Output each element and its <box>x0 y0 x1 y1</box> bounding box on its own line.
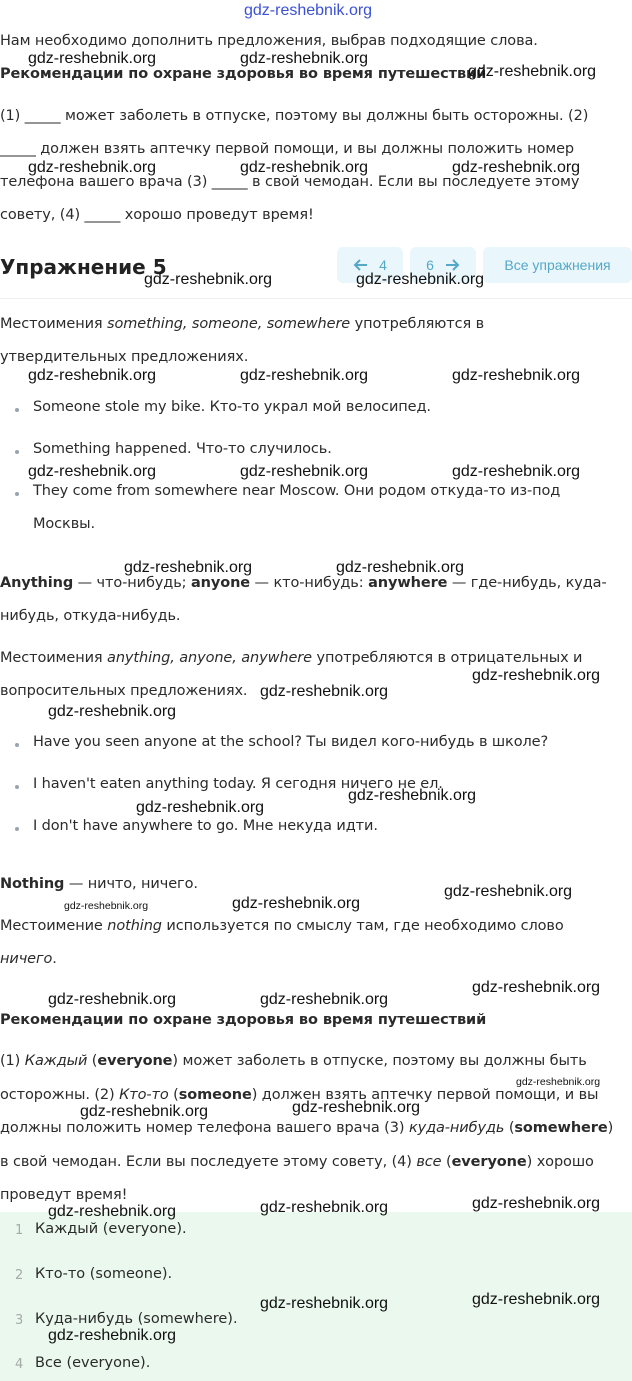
anything-definition <box>0 575 607 591</box>
watermark: gdz-reshebnik.org <box>240 463 369 480</box>
watermark: gdz-reshebnik.org <box>348 787 477 804</box>
rule-3-prefix: Местоимение <box>0 918 108 934</box>
watermark: gdz-reshebnik.org <box>452 367 581 384</box>
rule-2-suffix: употребляются в отрицательных и <box>312 650 583 666</box>
watermark: gdz-reshebnik.org <box>28 463 157 480</box>
rule-2-words: anything, anyone, anywhere <box>107 650 312 666</box>
answer-number: 3 <box>15 1313 24 1328</box>
example-item: I haven't eaten anything today. Я сегодня ничего не ел. <box>33 776 443 792</box>
answer-number: 1 <box>15 1223 24 1238</box>
solution-line: проведут время! <box>0 1187 128 1203</box>
rule-3-italic: ничего <box>0 951 53 967</box>
sol-word: someone <box>178 1087 252 1103</box>
example-item: Something happened. Что-то случилось. <box>33 441 332 457</box>
bullet-icon <box>15 827 19 831</box>
watermark: gdz-reshebnik.org <box>48 1203 177 1220</box>
watermark: gdz-reshebnik.org <box>516 1076 601 1088</box>
nothing-definition <box>0 876 198 892</box>
watermark: gdz-reshebnik.org <box>452 463 581 480</box>
watermark: gdz-reshebnik.org <box>472 1195 601 1212</box>
watermark: gdz-reshebnik.org <box>260 683 389 700</box>
example-item: I don't have anywhere to go. Мне некуда идти. <box>33 818 378 834</box>
sol-text: ) должен взять аптечку первой помощи, и вы <box>251 1087 599 1103</box>
def-text: — ничто, ничего. <box>64 876 198 892</box>
answer-text: Кто-то (someone). <box>35 1266 173 1282</box>
bullet-icon <box>15 743 19 747</box>
example-item-continuation: Москвы. <box>33 516 96 532</box>
def-text: — где-нибудь, куда- <box>447 575 607 591</box>
watermark: gdz-reshebnik.org <box>64 900 149 912</box>
watermark: gdz-reshebnik.org <box>468 63 597 80</box>
intro-text: Нам необходимо дополнить предложения, выбрав подходящие слова. <box>0 33 538 49</box>
next-exercise-label: 6 <box>426 257 434 273</box>
sol-text: ( <box>441 1154 452 1170</box>
watermark: gdz-reshebnik.org <box>452 159 581 176</box>
example-item: They come from somewhere near Moscow. Они родом откуда-то из-под <box>33 483 561 499</box>
rule-3-line2 <box>0 951 57 967</box>
def-text: — что-нибудь; <box>73 575 191 591</box>
watermark-top: gdz-reshebnik.org <box>244 2 373 19</box>
task-header: Рекомендации по охране здоровья во время путешествий <box>0 66 487 82</box>
solution-line <box>0 1053 587 1069</box>
word-nothing: Nothing <box>0 876 65 892</box>
bullet-icon <box>15 408 19 412</box>
word-anything: Anything <box>0 575 74 591</box>
rule-1-words: something, someone, somewhere <box>107 316 351 332</box>
rule-1-line <box>0 316 484 332</box>
sol-text: в свой чемодан. Если вы последуете этому совету, (4) <box>0 1154 417 1170</box>
watermark: gdz-reshebnik.org <box>260 1199 389 1216</box>
rule-3-line <box>0 918 564 934</box>
sol-word: everyone <box>451 1154 527 1170</box>
watermark: gdz-reshebnik.org <box>472 979 601 996</box>
watermark: gdz-reshebnik.org <box>144 271 273 288</box>
sol-answer: Кто-то <box>119 1087 169 1103</box>
sol-word: everyone <box>97 1053 173 1069</box>
bullet-icon <box>15 785 19 789</box>
answer-number: 2 <box>15 1268 24 1283</box>
task-line: (1) _____ может заболеть в отпуске, поэтому вы должны быть осторожны. (2) <box>0 108 589 124</box>
watermark: gdz-reshebnik.org <box>28 50 157 67</box>
sol-answer: Каждый <box>24 1053 88 1069</box>
watermark: gdz-reshebnik.org <box>336 559 465 576</box>
rule-2-line2: вопросительных предложениях. <box>0 683 248 699</box>
sol-text: ) хорошо <box>526 1154 594 1170</box>
watermark: gdz-reshebnik.org <box>292 1099 421 1116</box>
watermark: gdz-reshebnik.org <box>240 367 369 384</box>
rule-1-line2: утвердительных предложениях. <box>0 349 249 365</box>
bullet-icon <box>15 450 19 454</box>
watermark: gdz-reshebnik.org <box>472 667 601 684</box>
rule-2-prefix: Местоимения <box>0 650 108 666</box>
rule-1-suffix: употребляются в <box>350 316 485 332</box>
divider <box>0 298 632 299</box>
solution-line <box>0 1154 594 1170</box>
watermark: gdz-reshebnik.org <box>472 1291 601 1308</box>
example-item: Someone stole my bike. Кто-то украл мой велосипед. <box>33 399 431 415</box>
watermark: gdz-reshebnik.org <box>48 703 177 720</box>
rule-1-prefix: Местоимения <box>0 316 108 332</box>
sol-text: ) может заболеть в отпуске, поэтому вы должны быть <box>172 1053 587 1069</box>
answer-text: Каждый (everyone). <box>35 1221 187 1237</box>
watermark: gdz-reshebnik.org <box>48 991 177 1008</box>
watermark: gdz-reshebnik.org <box>232 895 361 912</box>
answer-number: 4 <box>15 1357 24 1372</box>
arrow-right-icon <box>444 259 460 271</box>
watermark: gdz-reshebnik.org <box>444 883 573 900</box>
all-exercises-label: Все упражнения <box>504 257 611 273</box>
solution-line <box>0 1120 613 1136</box>
watermark: gdz-reshebnik.org <box>80 1103 209 1120</box>
sol-text: ) <box>607 1120 614 1136</box>
watermark: gdz-reshebnik.org <box>124 559 253 576</box>
answer-text: Все (everyone). <box>35 1355 151 1371</box>
bullet-icon <box>15 492 19 496</box>
solution-header: Рекомендации по охране здоровья во время путешествий <box>0 1012 487 1028</box>
watermark: gdz-reshebnik.org <box>240 50 369 67</box>
rule-2-line <box>0 650 582 666</box>
task-line: совету, (4) _____ хорошо проведут время! <box>0 207 314 223</box>
rule-3-suffix: используется по смыслу там, где необходимо слово <box>161 918 564 934</box>
word-anyone: anyone <box>190 575 251 591</box>
all-exercises-button[interactable] <box>483 247 632 283</box>
sol-text: должны положить номер телефона вашего врача (3) <box>0 1120 409 1136</box>
sol-word: somewhere <box>514 1120 608 1136</box>
def-text: — кто-нибудь: <box>250 575 369 591</box>
watermark: gdz-reshebnik.org <box>240 159 369 176</box>
example-item: Have you seen anyone at the school? Ты видел кого-нибудь в школе? <box>33 734 549 750</box>
watermark: gdz-reshebnik.org <box>260 1295 389 1312</box>
rule-3-word: nothing <box>107 918 162 934</box>
sol-text: ( <box>504 1120 515 1136</box>
watermark: gdz-reshebnik.org <box>260 991 389 1008</box>
sol-answer: все <box>416 1154 442 1170</box>
watermark: gdz-reshebnik.org <box>356 271 485 288</box>
arrow-left-icon <box>353 259 369 271</box>
rule-3-end: . <box>52 951 57 967</box>
word-anywhere: anywhere <box>368 575 448 591</box>
exercise-title: Упражнение 5 <box>0 255 167 279</box>
anything-definition-line2: нибудь, откуда-нибудь. <box>0 608 181 624</box>
prev-exercise-label: 4 <box>379 257 387 273</box>
task-line: телефона вашего врача (3) _____ в свой чемодан. Если вы последуете этому <box>0 174 580 190</box>
sol-text: ( <box>168 1087 179 1103</box>
task-line: _____ должен взять аптечку первой помощи, и вы должны положить номер <box>0 141 575 157</box>
watermark: gdz-reshebnik.org <box>28 367 157 384</box>
sol-answer: куда-нибудь <box>408 1120 505 1136</box>
sol-text: осторожны. (2) <box>0 1087 120 1103</box>
sol-text: ( <box>87 1053 98 1069</box>
watermark: gdz-reshebnik.org <box>48 1327 177 1344</box>
watermark: gdz-reshebnik.org <box>28 159 157 176</box>
watermark: gdz-reshebnik.org <box>136 799 265 816</box>
sol-text: (1) <box>0 1053 25 1069</box>
answer-text: Куда-нибудь (somewhere). <box>35 1311 238 1327</box>
